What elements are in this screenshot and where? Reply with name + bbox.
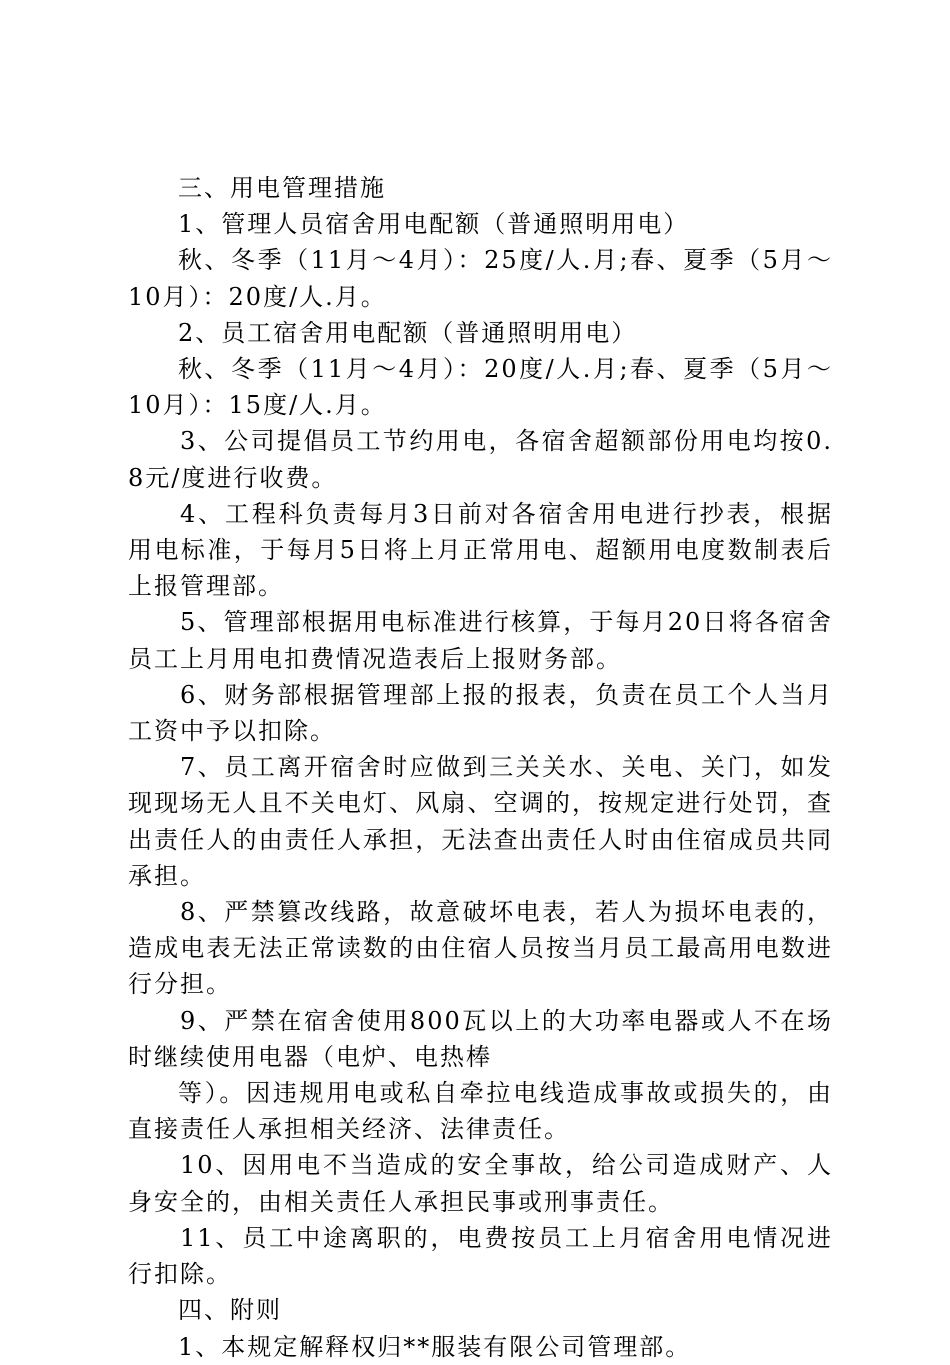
paragraph-item-5: 5、管理部根据用电标准进行核算，于每月20日将各宿舍员工上月用电扣费情况造表后上报财务部。	[128, 608, 833, 673]
paragraph-appendix-item-1: 1、本规定解释权归**服装有限公司管理部。	[178, 1332, 692, 1361]
paragraph-item-8: 8、严禁篡改线路，故意破坏电表，若人为损坏电表的，造成电表无法正常读数的由住宿人员按当月员工最高用电数进行分担。	[128, 898, 833, 999]
paragraph-item-2-body: 秋、冬季（11月～4月）：20度/人.月;春、夏季（5月～10月）：15度/人.月。	[128, 355, 833, 420]
paragraph-item-3: 3、公司提倡员工节约用电，各宿舍超额部份用电均按0.8元/度进行收费。	[128, 427, 833, 492]
paragraph-item-4: 4、工程科负责每月3日前对各宿舍用电进行抄表，根据用电标准，于每月5日将上月正常用电、超额用电度数制表后上报管理部。	[128, 499, 833, 601]
section-heading-appendix: 四、附则	[178, 1296, 282, 1325]
paragraph-item-2-title: 2、员工宿舍用电配额（普通照明用电）	[178, 318, 638, 347]
paragraph-item-6: 6、财务部根据管理部上报的报表，负责在员工个人当月工资中予以扣除。	[128, 680, 833, 746]
section-heading: 三、用电管理措施	[178, 174, 386, 202]
paragraph-item-9-continued: 等）。因违规用电或私自牵拉电线造成事故或损失的，由直接责任人承担相关经济、法律责任。	[128, 1079, 833, 1144]
paragraph-item-10: 10、因用电不当造成的安全事故，给公司造成财产、人身安全的，由相关责任人承担民事或刑事责任。	[128, 1151, 833, 1216]
paragraph-item-1-title: 1、管理人员宿舍用电配额（普通照明用电）	[178, 210, 690, 239]
paragraph-item-1-body: 秋、冬季（11月～4月）：25度/人.月;春、夏季（5月～10月）：20度/人.月。	[128, 246, 833, 311]
paragraph-item-9: 9、严禁在宿舍使用800瓦以上的大功率电器或人不在场时继续使用电器（电炉、电热棒	[128, 1006, 833, 1071]
document-body	[128, 170, 833, 1365]
paragraph-item-11: 11、员工中途离职的，电费按员工上月宿舍用电情况进行扣除。	[128, 1223, 833, 1289]
paragraph-item-7: 7、员工离开宿舍时应做到三关关水、关电、关门，如发现现场无人且不关电灯、风扇、空调的，按规定进行处罚，查出责任人的由责任人承担，无法查出责任人时由住宿成员共同承担。	[128, 753, 833, 890]
